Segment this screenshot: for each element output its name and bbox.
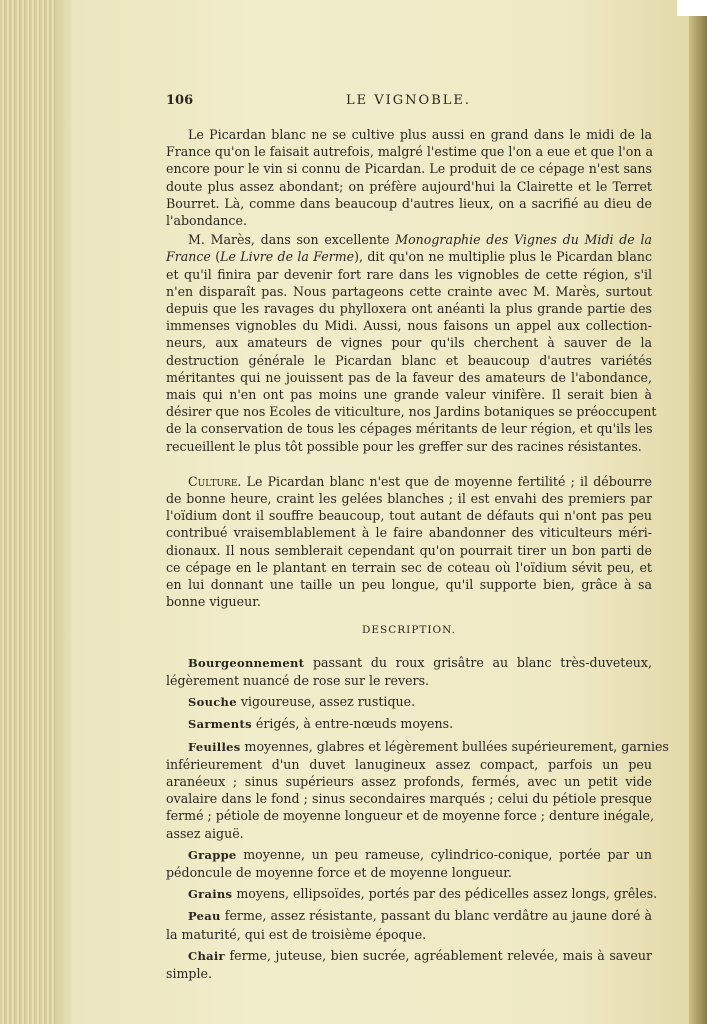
text-line: Le Picardan blanc ne se cultive plus aussi en grand dans le midi de la — [188, 127, 652, 142]
text-run: ferme, assez résistante, passant du blanc verdâtre au jaune doré à — [220, 908, 652, 924]
text-line: de la conservation de tous les cépages méritants de leur région, et qu'ils les — [166, 421, 653, 437]
page-header — [166, 92, 652, 114]
text-line: de bonne heure, craint les gelées blanches ; il est envahi des premiers par — [166, 491, 652, 507]
text-line: neurs, aux amateurs de vignes pour qu'ils cherchent à sauver de la — [166, 335, 652, 351]
text-line: contribué vraisemblablement à le faire abandonner des viticulteurs méri- — [166, 525, 652, 541]
paragraph — [166, 126, 652, 229]
description-heading: DESCRIPTION. — [361, 624, 457, 637]
description-entry — [166, 693, 652, 711]
culture-paragraph — [166, 473, 652, 611]
text-line: assez aiguë. — [166, 825, 244, 841]
description-entry — [166, 846, 652, 881]
description-term: Grains — [188, 887, 233, 902]
text-line: en lui donnant une taille un peu longue, qu'il supporte bien, grâce à sa — [166, 577, 652, 593]
text-line — [166, 846, 652, 864]
text-run: ferme, juteuse, bien sucrée, agréablement relevée, mais à saveur — [224, 947, 652, 963]
page-content — [166, 92, 669, 986]
text-line: ce cépage en le plantant en terrain sec de coteau où l'oïdium sévit peu, et — [166, 559, 652, 575]
text-line: fermé ; pétiole de moyenne longueur et de moyenne force ; denture inégale, — [166, 808, 654, 824]
text-line: méritantes qui ne jouissent pas de la faveur des amateurs de l'abondance, — [166, 369, 652, 385]
text-line — [166, 907, 652, 925]
text-line: et qu'il finira par devenir fort rare dans les vignobles de cette région, s'il — [166, 266, 652, 282]
text-line: l'oïdium dont il souffre beaucoup, tout autant de défauts qui n'ont pas peu — [166, 508, 652, 524]
text-line: encore pour le vin si connu de Picardan. Le produit de ce cépage n'est sans — [166, 161, 652, 177]
description-term: Souche — [188, 695, 237, 710]
text-line: simple. — [166, 965, 212, 981]
text-line: mais qui n'en ont pas moins une grande valeur vinifère. Il serait bien à — [166, 387, 652, 403]
text-run: Le Picardan blanc n'est que de moyenne fertilité ; il débourre — [241, 473, 652, 489]
description-list — [166, 654, 669, 982]
text-line: dionaux. Il nous semblerait cependant qu'on pourrait tirer un bon parti de — [166, 542, 652, 558]
text-run: érigés, à entre-nœuds moyens. — [251, 716, 454, 732]
description-entry — [166, 947, 652, 982]
running-head: LE VIGNOBLE. — [346, 93, 472, 108]
text-line — [166, 654, 652, 672]
text-line — [166, 947, 652, 965]
text-line: inférieurement d'un duvet lanugineux assez compact, parfois un peu — [166, 756, 652, 772]
text-line: l'abondance. — [166, 213, 247, 229]
description-entry — [166, 885, 658, 903]
text-run: vigoureuse, assez rustique. — [236, 694, 416, 710]
text-run: passant du roux grisâtre au blanc très-duveteux, — [304, 654, 652, 670]
page-number: 106 — [166, 93, 194, 108]
description-term: Sarments — [188, 717, 252, 732]
text-line: légèrement nuancé de rose sur le revers. — [166, 672, 430, 688]
body-paragraphs — [166, 126, 657, 455]
description-entry — [166, 738, 669, 842]
description-entry — [166, 715, 652, 733]
description-entry — [166, 654, 652, 689]
text-line: destruction générale le Picardan blanc et beaucoup d'autres variétés — [166, 352, 652, 368]
description-term: Feuilles — [188, 739, 241, 754]
text-line: désirer que nos Ecoles de viticulture, nos Jardins botaniques se préoccupent — [166, 404, 657, 420]
text-run: moyennes, glabres et légèrement bullées supérieurement, garnies — [240, 738, 669, 754]
paragraph — [166, 231, 657, 455]
text-line: M. Marès, dans son excellente Monographie des Vignes du Midi de la — [188, 232, 652, 248]
description-term: Grappe — [188, 847, 237, 862]
text-line: bonne vigueur. — [166, 594, 261, 610]
text-line — [166, 693, 652, 711]
text-line — [166, 715, 652, 733]
text-run: moyens, ellipsoïdes, portés par des pédicelles assez longs, grêles. — [232, 886, 658, 902]
text-line: la maturité, qui est de troisième époque. — [166, 926, 427, 942]
text-line — [166, 885, 658, 903]
text-line: aranéeux ; sinus supérieurs assez profonds, fermés, avec un petit vide — [166, 773, 652, 789]
text-line — [166, 738, 669, 756]
text-line: pédoncule de moyenne force et de moyenne longueur. — [166, 864, 512, 880]
text-line: France (Le Livre de la Ferme), dit qu'on ne multiplie plus le Picardan blanc — [166, 249, 652, 265]
text-line: recueillent le plus tôt possible pour les greffer sur des racines résistantes. — [166, 438, 642, 454]
description-entry — [166, 907, 652, 942]
description-term: Peau — [188, 909, 221, 924]
text-line: depuis que les ravages du phylloxera ont anéanti la plus grande partie des — [166, 301, 652, 317]
text-line: Bourret. Là, comme dans beaucoup d'autres lieux, on a sacrifié au dieu de — [166, 195, 652, 211]
text-run: moyenne, un peu rameuse, cylindrico-conique, portée par un — [236, 846, 652, 862]
text-line: immenses vignobles du Midi. Aussi, nous faisons un appel aux collection- — [166, 318, 652, 334]
text-line: ovalaire dans le fond ; sinus secondaires marqués ; celui du pétiole presque — [166, 791, 652, 807]
text-line — [166, 473, 652, 490]
description-term: Bourgeonnement — [188, 655, 305, 670]
culture-label: Culture. — [188, 473, 242, 489]
description-term: Chair — [188, 948, 225, 963]
text-line: n'en disparaît pas. Nous partageons cette crainte avec M. Marès, surtout — [166, 283, 652, 299]
text-line: France qu'on le faisait autrefois, malgré l'estime que l'on a eue et que l'on a — [166, 144, 653, 160]
text-line: doute plus assez abondant; on préfère aujourd'hui la Clairette et le Terret — [166, 178, 652, 194]
facing-page-edge — [689, 0, 707, 1024]
page-stack-edge — [0, 0, 60, 1024]
background-corner — [677, 0, 707, 16]
